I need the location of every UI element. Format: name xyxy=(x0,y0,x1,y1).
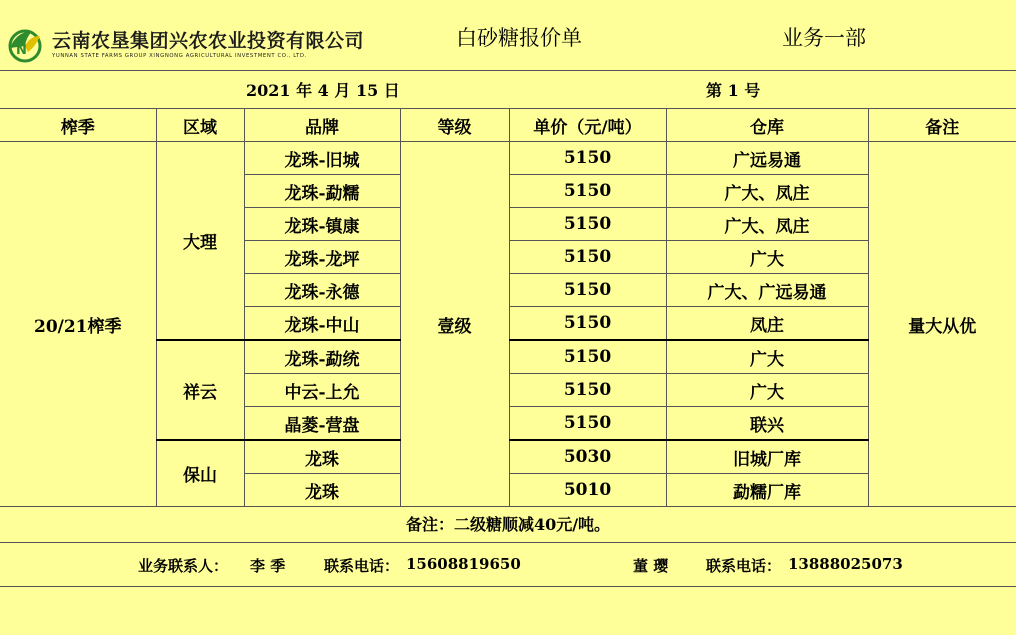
brand-cell: 龙珠-龙坪 xyxy=(244,241,400,274)
department: 业务一部 xyxy=(782,26,866,50)
contact2-phone: 13888025073 xyxy=(788,555,903,573)
brand-cell: 龙珠-勐统 xyxy=(244,340,400,374)
col-header-season: 榨季 xyxy=(0,109,156,142)
warehouse-cell: 广大、凤庄 xyxy=(666,208,868,241)
price-cell: 5150 xyxy=(509,142,666,175)
brand-cell: 中云-上允 xyxy=(244,374,400,407)
price-cell: 5150 xyxy=(509,274,666,307)
brand-cell: 晶菱-营盘 xyxy=(244,407,400,441)
warehouse-cell: 凤庄 xyxy=(666,307,868,341)
col-header-brand: 品牌 xyxy=(244,109,400,142)
company-logo-icon xyxy=(6,26,44,64)
brand-cell: 龙珠-中山 xyxy=(244,307,400,341)
divider xyxy=(0,70,1016,71)
warehouse-cell: 旧城厂库 xyxy=(666,440,868,474)
remark-cell: 量大从优 xyxy=(868,142,1016,507)
col-header-price: 单价（元/吨） xyxy=(509,109,666,142)
price-cell: 5030 xyxy=(509,440,666,474)
col-header-region: 区域 xyxy=(156,109,244,142)
divider xyxy=(0,542,1016,543)
quote-date: 2021 年 4 月 15 日 xyxy=(246,81,400,100)
warehouse-cell: 广大 xyxy=(666,340,868,374)
table-header-row xyxy=(0,109,1016,142)
price-cell: 5150 xyxy=(509,407,666,441)
warehouse-cell: 广大、广远易通 xyxy=(666,274,868,307)
warehouse-cell: 广大 xyxy=(666,374,868,407)
region-cell: 祥云 xyxy=(156,340,244,440)
document-title: 白砂糖报价单 xyxy=(456,26,582,50)
price-table xyxy=(0,108,1016,507)
price-cell: 5150 xyxy=(509,241,666,274)
price-cell: 5150 xyxy=(509,307,666,341)
brand-cell: 龙珠 xyxy=(244,440,400,474)
price-cell: 5150 xyxy=(509,374,666,407)
contact1-label: 业务联系人： xyxy=(138,557,229,575)
brand-cell: 龙珠-旧城 xyxy=(244,142,400,175)
warehouse-cell: 广大 xyxy=(666,241,868,274)
company-name-en: YUNNAN STATE FARMS GROUP XINGNONG AGRICULTURAL INVESTMENT CO., LTD. xyxy=(52,53,307,59)
contact2-phone-label: 联系电话： xyxy=(706,557,782,575)
brand-cell: 龙珠-勐糯 xyxy=(244,175,400,208)
divider xyxy=(0,586,1016,587)
region-cell: 大理 xyxy=(156,142,244,341)
col-header-grade: 等级 xyxy=(400,109,509,142)
brand-cell: 龙珠-镇康 xyxy=(244,208,400,241)
price-cell: 5150 xyxy=(509,175,666,208)
price-cell: 5150 xyxy=(509,340,666,374)
contact1-phone: 15608819650 xyxy=(406,555,521,573)
table-row xyxy=(0,142,1016,175)
grade-cell: 壹级 xyxy=(400,142,509,507)
company-name-cn: 云南农垦集团兴农农业投资有限公司 xyxy=(52,30,365,52)
warehouse-cell: 广远易通 xyxy=(666,142,868,175)
price-cell: 5150 xyxy=(509,208,666,241)
price-cell: 5010 xyxy=(509,474,666,507)
brand-cell: 龙珠 xyxy=(244,474,400,507)
warehouse-cell: 勐糯厂库 xyxy=(666,474,868,507)
footer-note: 备注：二级糖顺减40元/吨。 xyxy=(405,515,611,534)
contact2-name: 董 璎 xyxy=(633,557,669,575)
region-cell: 保山 xyxy=(156,440,244,507)
brand-cell: 龙珠-永德 xyxy=(244,274,400,307)
col-header-remark: 备注 xyxy=(868,109,1016,142)
col-header-warehouse: 仓库 xyxy=(666,109,868,142)
contact1-name: 李 季 xyxy=(250,557,286,575)
document-number: 第 1 号 xyxy=(706,81,761,100)
warehouse-cell: 联兴 xyxy=(666,407,868,441)
warehouse-cell: 广大、凤庄 xyxy=(666,175,868,208)
season-cell: 20/21榨季 xyxy=(0,142,156,507)
svg-text:N: N xyxy=(16,43,27,58)
contact1-phone-label: 联系电话： xyxy=(324,557,400,575)
